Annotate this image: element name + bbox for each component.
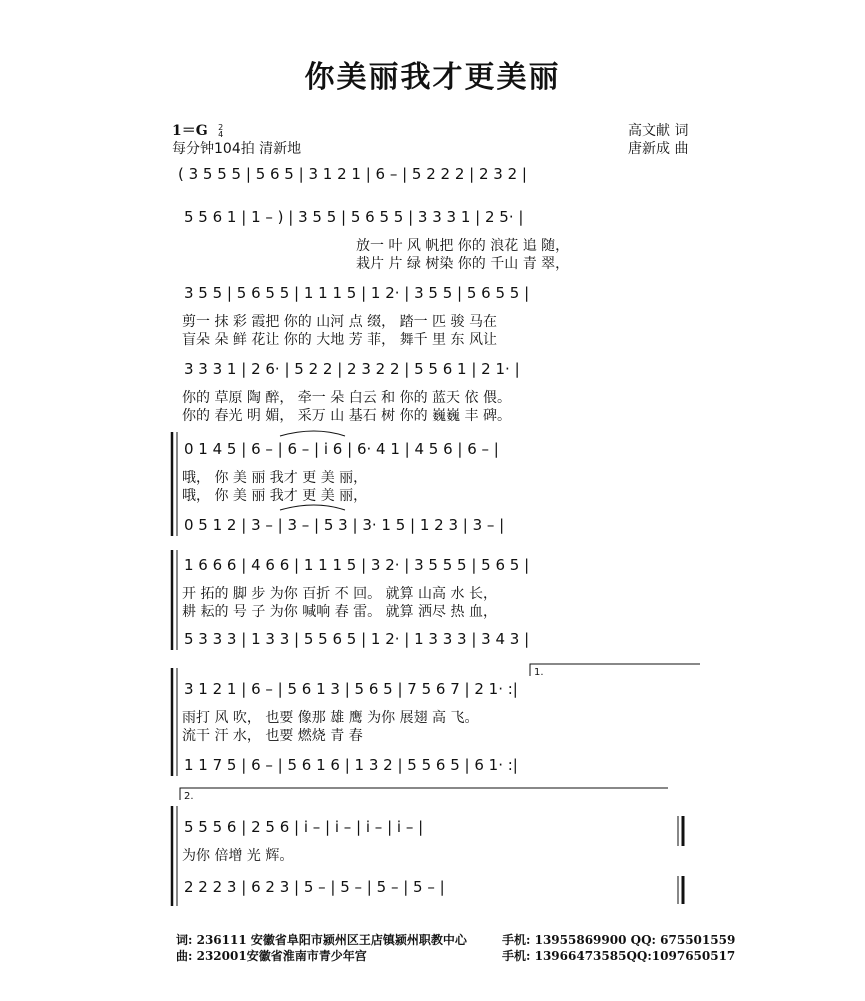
notation-row: 1 1 7 5 | 6 – | 5 6 1 6 | 1 3 2 | 5 5 6 5 | 6 1· :| [184, 756, 518, 774]
notation-row: 5 5 6 1 | 1 – ) | 3 5 5 | 5 6 5 5 | 3 3 3 1 | 2 5· | [184, 208, 524, 226]
lyric-line: 为你 倍增 光 辉。 [182, 848, 294, 864]
composer-credit: 唐新成 曲 [628, 141, 689, 157]
volta-bracket-first [530, 664, 700, 676]
notation-row: 2 2 2 3 | 6 2 3 | 5 – | 5 – | 5 – | 5 – | [184, 878, 445, 896]
tie-arc [280, 431, 345, 436]
lyric-line: 剪一 抹 彩 霞把 你的 山河 点 缀， 踏一 匹 骏 马在 [182, 314, 497, 330]
notation-row: 3 5 5 | 5 6 5 5 | 1 1 1 5 | 1 2· | 3 5 5 | 5 6 5 5 | [184, 284, 530, 302]
lyricist-credit: 高文献 词 [628, 123, 689, 139]
notation-row: 3 3 3 1 | 2 6· | 5 2 2 | 2 3 2 2 | 5 5 6 1 | 2 1· | [184, 360, 520, 378]
song-title: 你美丽我才更美丽 [304, 60, 561, 95]
time-signature-bottom: 4 [218, 130, 224, 139]
volta-label-second: 2. [184, 791, 194, 802]
volta-label-first: 1. [534, 667, 544, 678]
lyric-line: 栽片 片 绿 树染 你的 千山 青 翠， [356, 256, 570, 272]
footer-composer-phone: 手机: 13966473585QQ:1097650517 [502, 949, 736, 963]
notation-row: 5 3 3 3 | 1 3 3 | 5 5 6 5 | 1 2· | 1 3 3 3 | 3 4 3 | [184, 630, 530, 648]
lyric-line: 哦， 你 美 丽 我才 更 美 丽， [182, 488, 368, 504]
notation-row: 1 6 6 6 | 4 6 6 | 1 1 1 5 | 3 2· | 3 5 5 5 | 5 6 5 | [184, 556, 530, 574]
lyric-line: 你的 草原 陶 醉， 牵一 朵 白云 和 你的 蓝天 依 偎。 [182, 390, 511, 406]
tie-arc [280, 505, 345, 510]
notation-row: 3 1 2 1 | 6 – | 5 6 1 3 | 5 6 5 | 7 5 6 7 | 2 1· :| [184, 680, 518, 698]
notation-row: 0 5 1 2 | 3 – | 3 – | 5 3 | 3· 1 5 | 1 2 3 | 3 – | [184, 516, 505, 534]
time-signature-top: 2 [218, 123, 224, 132]
lyric-line: 你的 春光 明 媚， 采万 山 基石 树 你的 巍巍 丰 碑。 [182, 408, 511, 424]
footer-composer-address: 曲: 232001安徽省淮南市青少年宫 [176, 949, 367, 963]
tempo-marking: 每分钟104拍 清新地 [172, 141, 302, 157]
lyric-line: 哦， 你 美 丽 我才 更 美 丽， [182, 470, 368, 486]
footer-lyricist-contact [176, 931, 736, 948]
lyric-line: 流干 汗 水， 也要 燃烧 青 春 [182, 728, 363, 744]
key-signature: 1＝G [172, 123, 208, 139]
lyric-line: 雨打 风 吹， 也要 像那 雄 鹰 为你 展翅 高 飞。 [182, 710, 479, 726]
lyric-line: 放一 叶 风 帆把 你的 浪花 追 随， [356, 238, 570, 254]
footer-lyricist-phone: 手机: 13955869900 QQ: 675501559 [502, 933, 736, 947]
lyric-line: 耕 耘的 号 子 为你 喊响 春 雷。 就算 洒尽 热 血， [182, 604, 497, 620]
footer-lyricist-address: 词: 236111 安徽省阜阳市颍州区王店镇颍州职教中心 [176, 933, 467, 947]
notation-row: 5 5 5 6 | 2 5 6 | i – | i – | i – | i – | [184, 818, 424, 836]
lyric-line: 盲朵 朵 鲜 花让 你的 大地 芳 菲， 舞千 里 东 风让 [182, 332, 497, 348]
footer-composer-contact [176, 947, 736, 964]
volta-bracket-second [180, 788, 668, 800]
notation-row: ( 3 5 5 5 | 5 6 5 | 3 1 2 1 | 6 – | 5 2 2 2 | 2 3 2 | [178, 165, 527, 183]
notation-row: 0 1 4 5 | 6 – | 6 – | i 6 | 6· 4 1 | 4 5 6 | 6 – | [184, 440, 499, 458]
lyric-line: 开 拓的 脚 步 为你 百折 不 回。 就算 山高 水 长， [182, 586, 497, 602]
